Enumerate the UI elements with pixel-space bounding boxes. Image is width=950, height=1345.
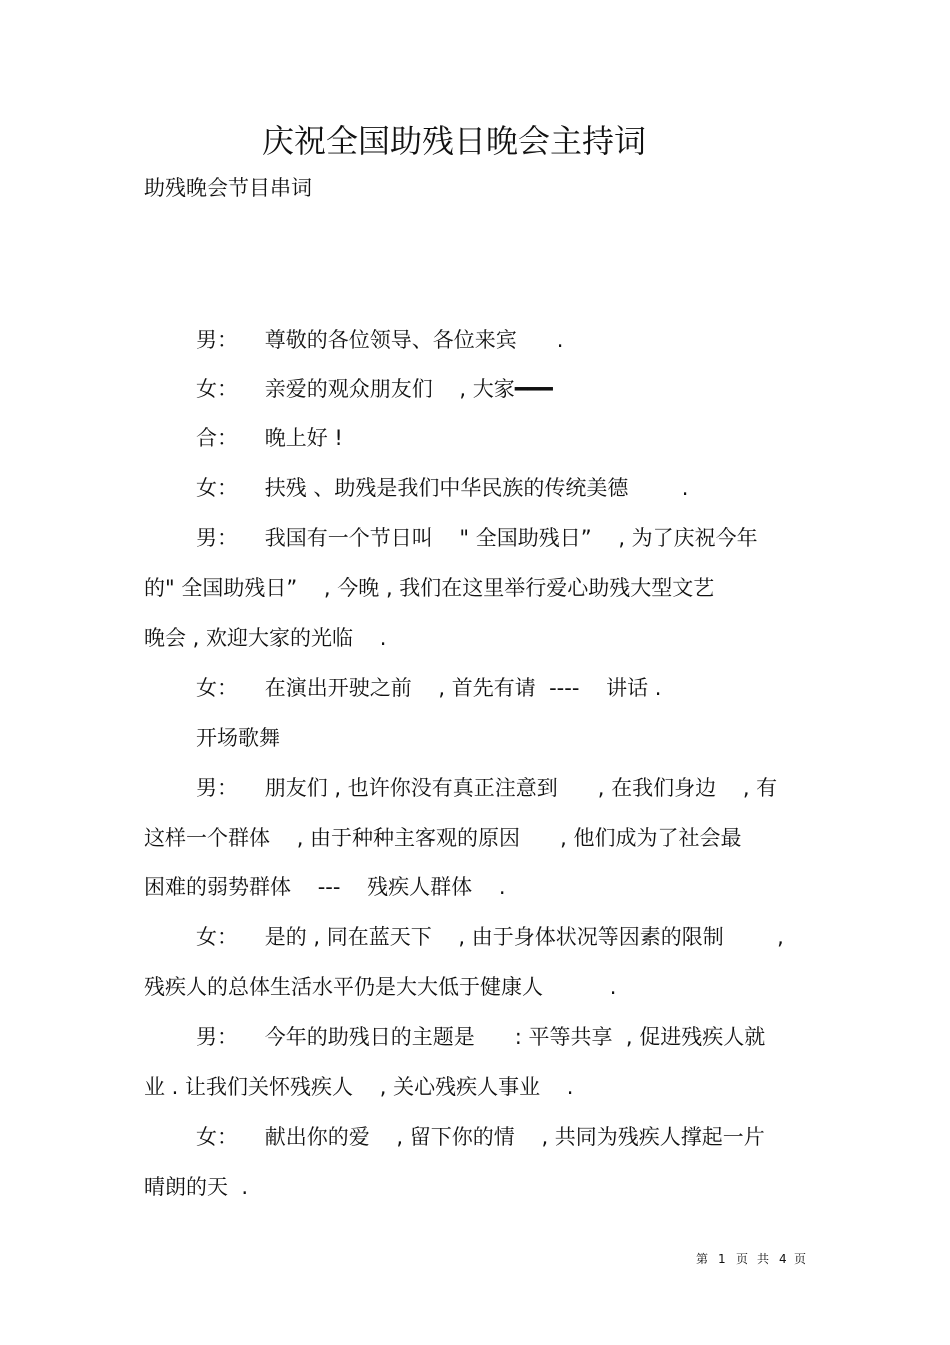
script-line: 困难的弱势群体 --- 残疾人群体 . <box>144 875 506 899</box>
program-heading: 开场歌舞 <box>196 726 280 750</box>
script-line: 女： 扶残 、助残是我们中华民族的传统美德 . <box>196 476 689 500</box>
script-line: 男： 我国有一个节日叫 " 全国助残日” , 为了庆祝今年 <box>196 526 758 550</box>
script-line: 合： 晚上好 ! <box>196 426 343 450</box>
document-subtitle: 助残晚会节目串词 <box>144 176 312 200</box>
script-line: 晚会 , 欢迎大家的光临 . <box>144 626 387 650</box>
script-line: 女： 是的 , 同在蓝天下 , 由于身体状况等因素的限制 , <box>196 925 784 949</box>
script-line: 业 . 让我们关怀残疾人 , 关心残疾人事业 . <box>144 1075 574 1099</box>
script-line: 女： 献出你的爱 , 留下你的情 , 共同为残疾人撑起一片 <box>196 1125 765 1149</box>
script-line: 男： 朋友们 , 也许你没有真正注意到 , 在我们身边 , 有 <box>196 776 778 800</box>
document-title: 庆祝全国助残日晚会主持词 <box>261 122 646 160</box>
footer-page-number: 1 <box>718 1252 726 1266</box>
footer-label-total: 共 <box>757 1252 770 1266</box>
script-line: 女： 亲爱的观众朋友们 , 大家━━━ <box>196 377 553 401</box>
script-line: 男： 尊敬的各位领导、各位来宾 . <box>196 328 564 352</box>
footer-total-pages: 4 <box>779 1252 787 1266</box>
script-line: 残疾人的总体生活水平仍是大大低于健康人 . <box>144 975 617 999</box>
script-line: 晴朗的天 . <box>144 1175 249 1199</box>
footer-label-unit: 页 <box>736 1252 749 1266</box>
footer-label-unit2: 页 <box>794 1252 807 1266</box>
script-line: 的" 全国助残日” , 今晚 , 我们在这里举行爱心助残大型文艺 <box>144 576 715 600</box>
footer-label-page: 第 <box>696 1252 709 1266</box>
script-line: 男： 今年的助残日的主题是 : 平等共享 , 促进残疾人就 <box>196 1025 766 1049</box>
script-line: 这样一个群体 , 由于种种主客观的原因 , 他们成为了社会最 <box>144 826 742 850</box>
script-line: 女： 在演出开驶之前 , 首先有请 ---- 讲话 . <box>196 676 662 700</box>
